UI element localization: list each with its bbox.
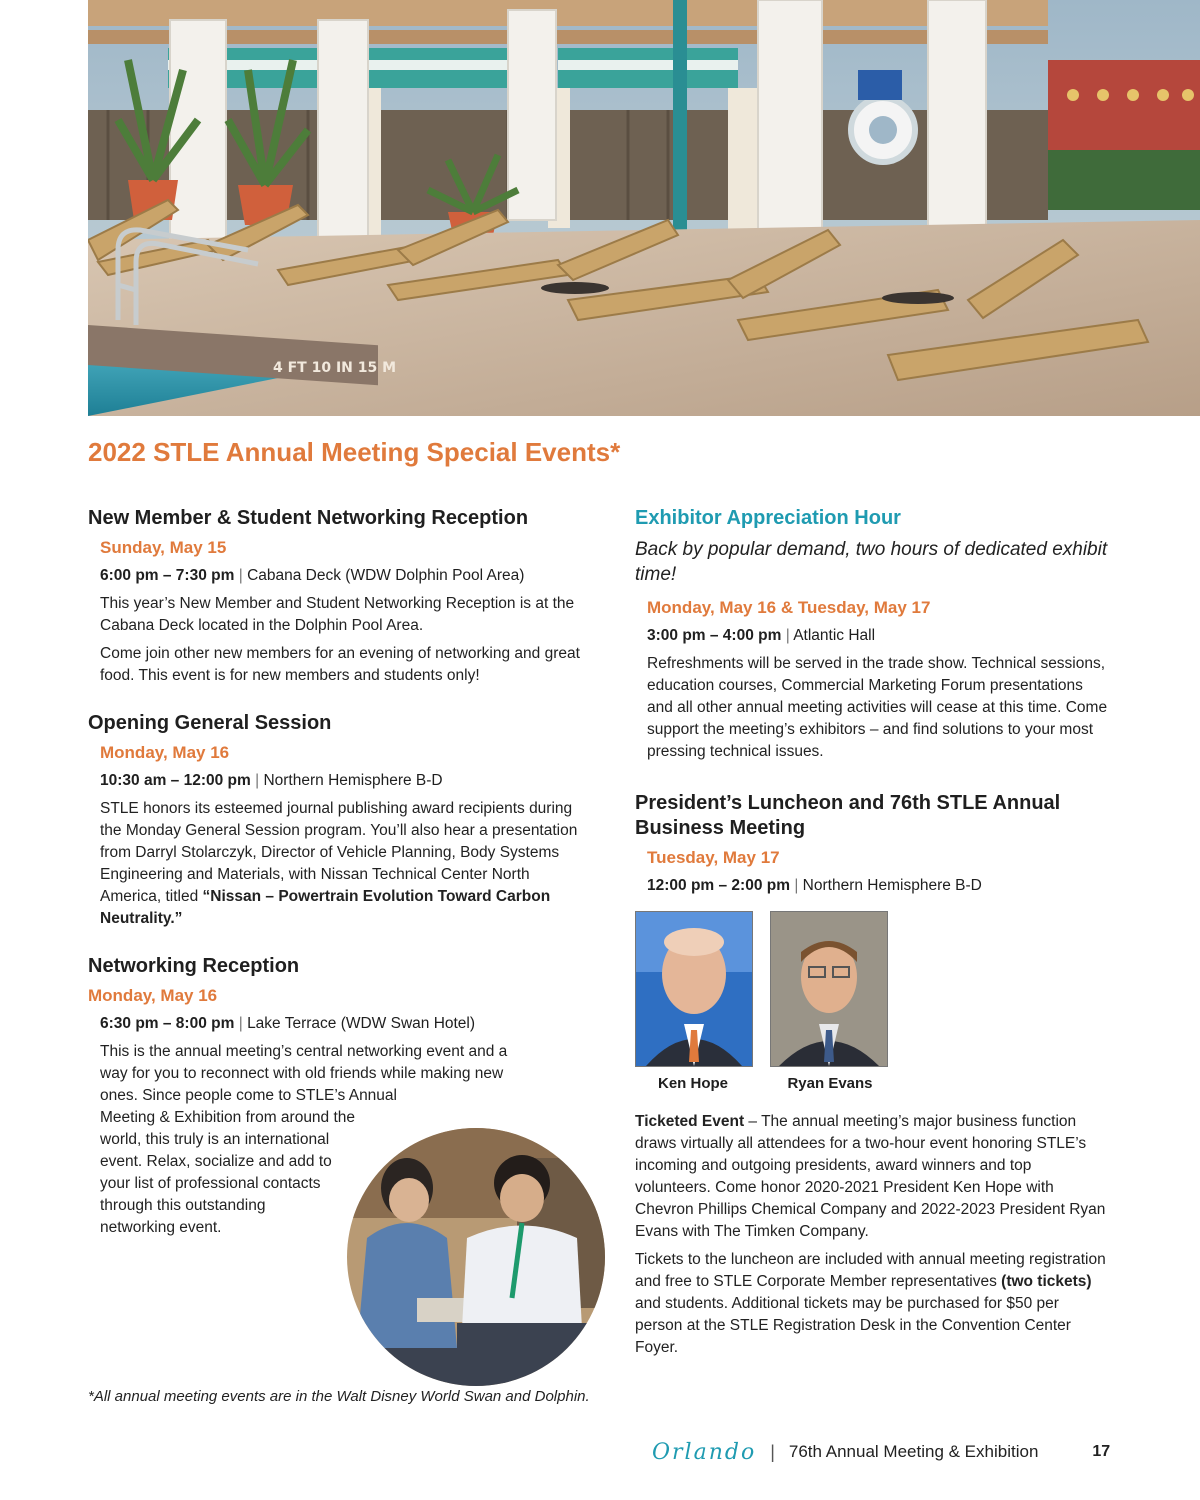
- page-number: 17: [1092, 1443, 1111, 1460]
- description-text: STLE honors its esteemed journal publishing award recipients during the Monday General Session program. You’ll also hear a presentation from Darryl Stolarczyk, Director of Vehicle Planning, Body Systems Engineering and Materials, with Nissan Technical Center North America, titled: [100, 800, 578, 905]
- event-time: 6:00 pm – 7:30 pm: [100, 567, 235, 584]
- desc-line: way for you to reconnect with old friends while making new: [100, 1065, 504, 1082]
- event-new-member-reception: [88, 506, 588, 687]
- ticketed-label: Ticketed Event: [635, 1113, 745, 1130]
- event-date: Sunday, May 15: [100, 538, 227, 557]
- footer-meeting-name: 76th Annual Meeting & Exhibition: [788, 1442, 1039, 1461]
- separator: |: [238, 1015, 243, 1032]
- headshot-ryan-evans: [770, 911, 888, 1067]
- event-time-location: [100, 770, 588, 792]
- headshot-caption: Ryan Evans: [787, 1075, 873, 1092]
- event-exhibitor-appreciation: [635, 506, 1110, 763]
- desc-line: your list of professional contacts: [100, 1175, 321, 1192]
- event-time-location: [100, 565, 588, 587]
- event-description: [635, 1111, 1110, 1243]
- separator: |: [794, 877, 799, 894]
- page-title: 2022 STLE Annual Meeting Special Events*: [88, 437, 621, 467]
- event-presidents-luncheon: [635, 791, 1110, 1359]
- event-tagline: Back by popular demand, two hours of dedicated exhibit time!: [635, 539, 1108, 585]
- event-title: Opening General Session: [88, 712, 332, 734]
- event-time-location: [647, 625, 1110, 647]
- desc-line: world, this truly is an international: [100, 1131, 330, 1148]
- ticket-count: (two tickets): [1001, 1273, 1092, 1290]
- footer-city: Orlando: [652, 1439, 757, 1465]
- description-text: – The annual meeting’s major business function draws virtually all attendees for a two-hour event honoring STLE’s incoming and outgoing presidents, award winners and top volunteers. Come honor 2020-2021 President Ken Hope with Chevron Phillips Chemical Company and 2022-2023 President Ryan Evans with The Timken Company.: [635, 1113, 1106, 1240]
- desc-line: This is the annual meeting’s central networking event and a: [100, 1043, 508, 1060]
- event-title: Networking Reception: [88, 955, 300, 977]
- event-date: Monday, May 16: [88, 986, 218, 1005]
- event-location: Northern Hemisphere B-D: [802, 877, 982, 894]
- event-time-location: [100, 1013, 588, 1035]
- description-text: Tickets to the luncheon are included with annual meeting registration and free to STLE Corporate Member representatives: [635, 1251, 1106, 1290]
- event-description: [635, 1249, 1110, 1359]
- event-title: New Member & Student Networking Reception: [88, 507, 529, 529]
- desc-line: event. Relax, socialize and add to: [100, 1153, 332, 1170]
- event-date: Monday, May 16 & Tuesday, May 17: [647, 598, 931, 617]
- presentation-title: “Nissan – Powertrain Evolution Toward Carbon Neutrality.”: [100, 888, 551, 927]
- event-location: Northern Hemisphere B-D: [263, 772, 443, 789]
- event-location: Atlantic Hall: [793, 627, 876, 644]
- desc-line: Meeting & Exhibition from around the: [100, 1109, 356, 1126]
- description-text: and students. Additional tickets may be purchased for $50 per person at the STLE Registration Desk in the Convention Center Foyer.: [635, 1295, 1071, 1356]
- headshot-ken-hope: [635, 911, 753, 1067]
- event-opening-general-session: [88, 711, 588, 930]
- desc-line: through this outstanding: [100, 1197, 266, 1214]
- event-time: 3:00 pm – 4:00 pm: [647, 627, 782, 644]
- event-title: President’s Luncheon and 76th STLE Annual Business Meeting: [635, 792, 1061, 839]
- event-location: Lake Terrace (WDW Swan Hotel): [247, 1015, 476, 1032]
- event-date: Monday, May 16: [100, 743, 230, 762]
- event-description: This year’s New Member and Student Networking Reception is at the Cabana Deck located in the Dolphin Pool Area.: [100, 595, 575, 634]
- separator: |: [238, 567, 243, 584]
- page-footer: [652, 1437, 1110, 1467]
- event-date: Tuesday, May 17: [647, 848, 780, 867]
- event-location: Cabana Deck (WDW Dolphin Pool Area): [247, 567, 525, 584]
- event-title: Exhibitor Appreciation Hour: [635, 507, 901, 529]
- footnote: *All annual meeting events are in the Walt Disney World Swan and Dolphin.: [88, 1388, 590, 1405]
- pool-depth-marker: 4 FT 10 IN 15 M: [273, 360, 397, 376]
- event-time: 10:30 am – 12:00 pm: [100, 772, 251, 789]
- right-column: [635, 506, 1110, 1365]
- headshot-caption: Ken Hope: [657, 1075, 728, 1092]
- event-time-location: [647, 875, 1110, 897]
- event-description: Refreshments will be served in the trade show. Technical sessions, education courses, Commercial Marketing Forum presentations and all other annual meeting activities will cease at this time. Come support the meeting’s exhibitors – and find solutions to your most pressing technical issues.: [647, 655, 1108, 760]
- desc-line: ones. Since people come to STLE’s Annual: [100, 1087, 397, 1104]
- desc-line: networking event.: [100, 1219, 222, 1236]
- hero-pool-photo: [88, 0, 1200, 416]
- footer-separator: |: [770, 1441, 775, 1462]
- networking-photo: [347, 1128, 605, 1386]
- event-time: 12:00 pm – 2:00 pm: [647, 877, 791, 894]
- event-description: Come join other new members for an evening of networking and great food. This event is for new members and students only!: [100, 645, 580, 684]
- separator: |: [255, 772, 260, 789]
- event-time: 6:30 pm – 8:00 pm: [100, 1015, 235, 1032]
- separator: |: [785, 627, 790, 644]
- headshots: [635, 911, 1110, 1111]
- event-description: [100, 798, 588, 930]
